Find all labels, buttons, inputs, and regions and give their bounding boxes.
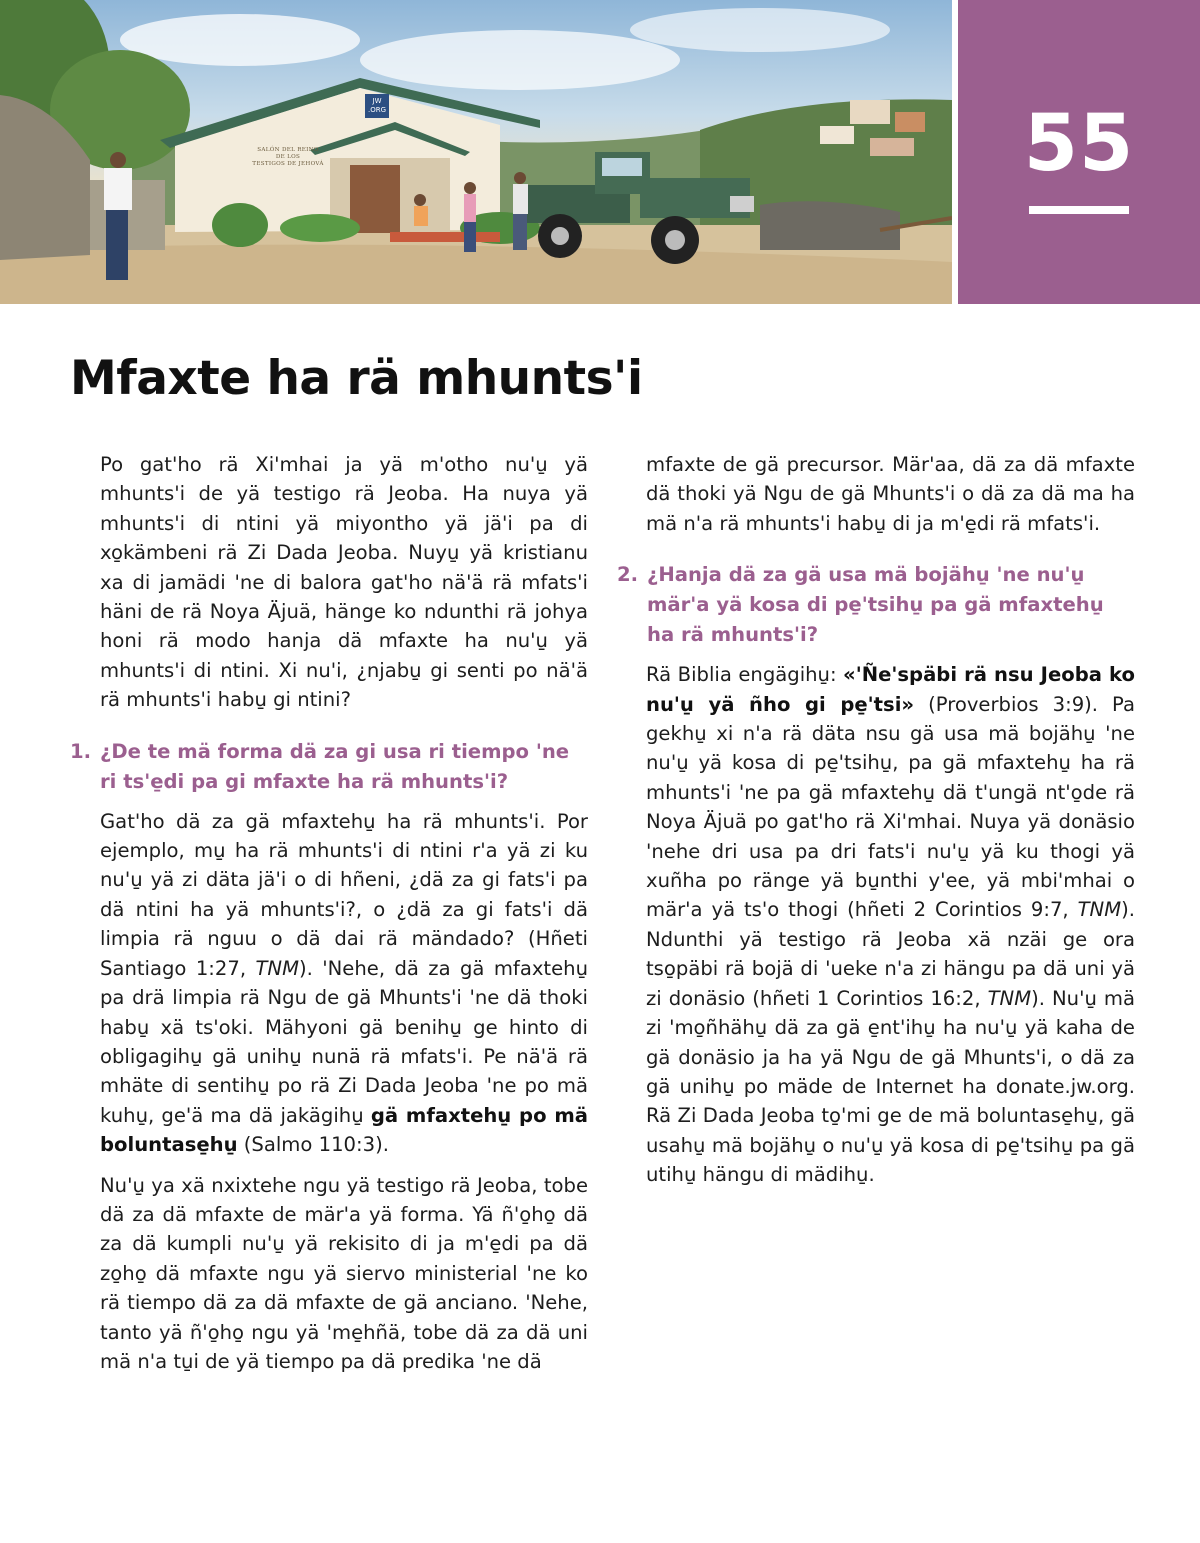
bible-edition-abbrev: TNM [987,986,1032,1010]
emphasis-text: gä mfaxtehu̱ po mä boluntase̱hu̱ [100,1103,588,1157]
kingdom-hall-sign: SALÓN DEL REINO DE LOS TESTIGOS DE JEHOVÁ [252,147,324,167]
question-text: ¿Hanja dä za gä usa mä bojähu̱ 'ne nu'u̱ mär'a yä kosa di pe̱'tsihu̱ pa gä mfaxtehu̱ ha rä mhunts'i? [647,563,1104,647]
bible-edition-abbrev: TNM [255,956,299,980]
lesson-number-box [958,0,1200,304]
jw-org-logo: JW .ORG [365,94,389,118]
bible-edition-abbrev: TNM [1077,898,1122,922]
header-photo [0,0,952,304]
right-column [617,450,1135,1201]
intro-paragraph: Po gat'ho rä Xi'mhai ja yä m'otho nu'u̱ yä mhunts'i de yä testigo rä Jeoba. Ha nuya yä mhunts'i di ntini yä miyontho yä jä'i pa di xo̱kämbeni rä Zi Dada Jeoba. Nuyu̱ yä kristianu xa di jamädi 'ne di balora gat'ho nä'ä rä mfats'i häni de rä Noya Äjuä, hänge ko ndunthi rä johya honi rä modo hanja dä mfaxte ha nu'u̱ yä mhunts'i di ntini. Xi nu'i, ¿njabu̱ gi senti po nä'ä rä mhunts'i habu̱ gi ntini? [100,453,588,712]
question-number: 2. [617,563,639,587]
section-1-paragraph-1: Gat'ho dä za gä mfaxtehu̱ ha rä mhunts'i. Por ejemplo, mu̱ ha rä mhunts'i di ntini r'a yä zi ku nu'u̱ yä zi däta jä'i o di hñeni, ¿dä za gi fats'i pa dä ntini ha yä mhunts'i?, o ¿dä za gi fats'i dä limpia rä nguu o dä dai rä mändado? (Hñeti Santiago 1:27, TNM). 'Nehe, dä za gä mfaxtehu̱ pa drä limpia rä Ngu de gä Mhunts'i 'ne dä thoki habu̱ xä ts'oki. Mähyoni gä benihu̱ ge hinto di obligagihu̱ gä unihu̱ nunä rä mfats'i. Pe nä'ä rä mhäte di sentihu̱ po rä Zi Dada Jeoba 'ne po mä kuhu̱, ge'ä ma dä jakägihu̱ gä mfaxtehu̱ po mä boluntase̱hu̱ (Salmo 110:3). [100,809,588,1157]
scripture-quote: «'Ñe'späbi rä nsu Jeoba ko nu'u̱ yä ñho gi pe̱'tsi» [646,663,1135,716]
page-title: Mfaxte ha rä mhunts'i [70,351,643,406]
section-2-paragraph-1: Rä Biblia engägihu̱: «'Ñe'späbi rä nsu Jeoba ko nu'u̱ yä ñho gi pe̱'tsi» (Proverbios 3:9). Pa gekhu̱ xi n'a rä däta nsu gä usa mä bojähu̱ 'ne nu'u̱ yä kosa di pe̱'tsihu̱, pa gä mfaxtehu̱ ha rä mhunts'i 'ne pa gä mfaxtehu̱ dä t'ungä nt'o̱de rä Noya Äjuä po gat'ho rä Xi'mhai. Nuya yä donäsio 'nehe dri usa pa dri fats'i nu'u̱ yä ku thogi yä xuñha po ränge yä bu̱nthi y'ee, yä mbi'mhai o mär'a yä ts'o thogi (hñeti 2 Corintios 9:7, TNM). Ndunthi yä testigo rä Jeoba xä nzäi ge ora tso̱päbi rä bojä di 'ueke n'a zi hängu pa dä uni yä zi donäsio (hñeti 1 Corintios 16:2, TNM). Nu'u̱ mä zi 'mo̱ñhähu̱ dä za gä e̱nt'ihu̱ ha nu'u̱ yä kaha de gä donäsio ja ha yä Ngu de gä Mhunts'i, o dä za gä unihu̱ po mäde de Internet ha donate.jw.org. Rä Zi Dada Jeoba to̱'mi ge de mä boluntase̱hu̱, gä usahu̱ mä bojähu̱ o nu'u̱ yä kosa di pe̱'tsihu̱ pa gä utihu̱ hängu di mädihu̱. [646,663,1135,1187]
question-2 [617,560,1135,650]
left-column [70,450,588,1387]
question-text: ¿De te mä forma dä za gi usa ri tiempo 'ne ri ts'e̱di pa gi mfaxte ha rä mhunts'i? [100,739,570,793]
lesson-number-underline [1029,206,1129,214]
section-1-paragraph-2-continued: mfaxte de gä precursor. Mär'aa, dä za dä mfaxte dä thoki yä Ngu de gä Mhunts'i o dä za dä ma ha mä n'a rä mhunts'i habu̱ di ja m'e̱di rä mfats'i. [646,453,1135,535]
kingdom-hall-scene [0,0,952,304]
section-1-paragraph-2: Nu'u̱ ya xä nxixtehe ngu yä testigo rä Jeoba, tobe dä za dä mfaxte de mär'a yä forma. Yä ñ'o̱ho̱ dä za dä kumpli nu'u̱ yä rekisito di ja m'e̱di pa dä zo̱ho̱ dä mfaxte ngu yä siervo ministerial 'ne ko rä tiempo dä za dä mfaxte de gä anciano. 'Nehe, tanto yä ñ'o̱ho̱ ngu yä 'me̱hñä, tobe dä za dä uni mä n'a tu̱i de yä tiempo pa dä predika 'ne dä [100,1173,588,1373]
question-number: 1. [70,739,92,763]
question-1 [70,737,588,797]
lesson-number: 55 [1023,99,1135,189]
